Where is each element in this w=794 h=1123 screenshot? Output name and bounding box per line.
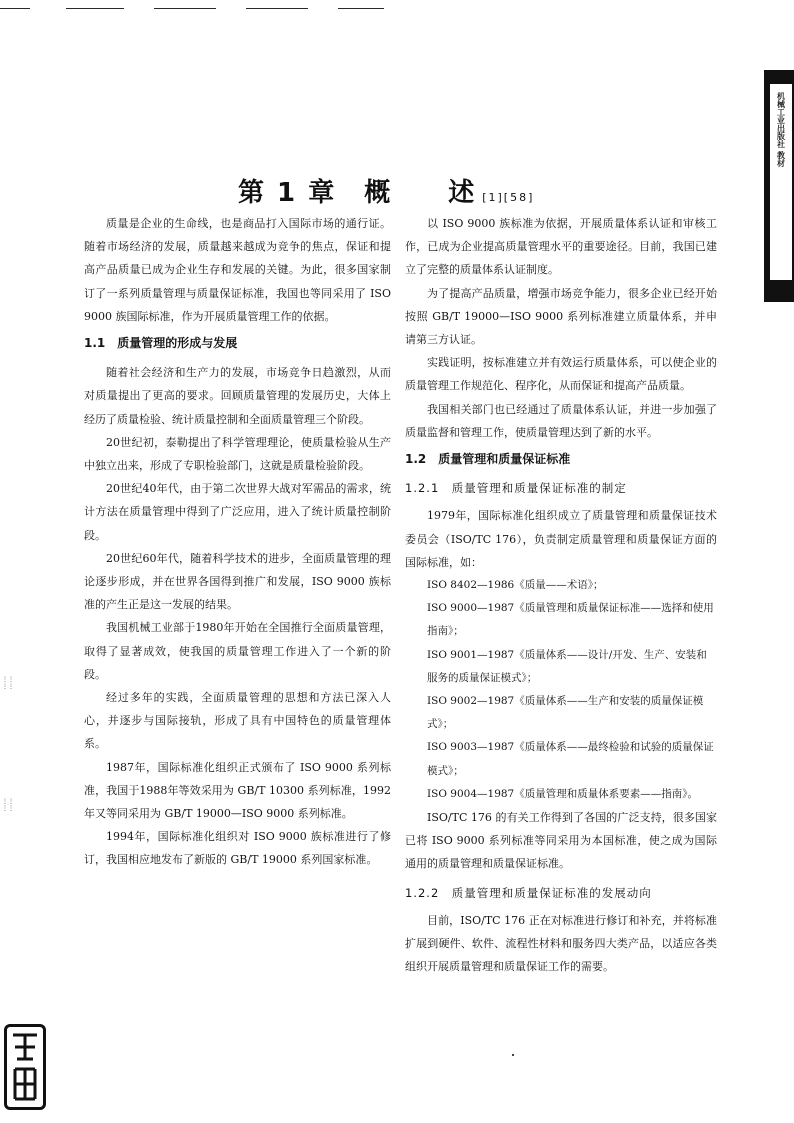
paragraph: 20世纪60年代，随着科学技术的进步，全面质量管理的理论逐步形成，并在世界各国得到推广和发展，ISO 9000 族标准的产生正是这一发展的结果。 xyxy=(84,551,391,612)
standard-item: ISO 8402—1986《质量——术语》； xyxy=(427,579,604,592)
header-rule-3 xyxy=(154,8,216,9)
standard-item: ISO 9003—1987《质量体系——最终检验和试验的质量保证模式》； xyxy=(427,741,714,777)
standard-item: ISO 9000—1987《质量管理和质量保证标准——选择和使用指南》； xyxy=(427,602,714,638)
paragraph: 以 ISO 9000 族标准为依据，开展质量体系认证和审核工作，已成为企业提高质量管理水平的重要途径。目前，我国已建立了完整的质量体系认证制度。 xyxy=(405,217,717,277)
standard-item: ISO 9002—1987《质量体系——生产和安装的质量保证模式》； xyxy=(427,695,704,731)
paragraph: 1979年，国际标准化组织成立了质量管理和质量保证技术委员会（ISO/TC 176），负责制定质量管理和质量保证方面的国际标准，如： xyxy=(405,509,717,569)
margin-marks-2: ⋮⋮ ⋮⋮ xyxy=(2,798,14,812)
paragraph: 1987年，国际标准化组织正式颁布了 ISO 9000 系列标准，我国于1988年等效采用为 GB/T 10300 系列标准，1992年又等同采用为 GB/T 19000—ISO 9000 系列标准。 xyxy=(84,760,391,821)
section-heading: 1.1 质量管理的形成与发展 xyxy=(84,336,238,351)
paragraph: 1994年，国际标准化组织对 ISO 9000 族标准进行了修订，我国相应地发布了新版的 GB/T 19000 系列国家标准。 xyxy=(84,830,391,867)
chapter-title xyxy=(238,172,534,209)
page-dot xyxy=(512,1054,514,1056)
paragraph: 目前，ISO/TC 176 正在对标准进行修订和补充，并将标准扩展到硬件、软件、流程性材料和服务四大类产品，以适应各类组织开展质量管理和质量保证工作的需要。 xyxy=(405,913,717,974)
paragraph: 我国机械工业部于1980年开始在全国推行全面质量管理，取得了显著成效，使我国的质量管理工作进入了一个新的阶段。 xyxy=(84,621,391,681)
paragraph: 20世纪40年代，由于第二次世界大战对军需品的需求，统计方法在质量管理中得到了广泛应用，进入了统计质量控制阶段。 xyxy=(84,482,391,542)
chapter-title-ref: [1][58] xyxy=(482,191,535,204)
section-heading: 1.2.2 质量管理和质量保证标准的发展动向 xyxy=(405,885,652,900)
margin-marks-1: ⋮⋮ ⋮⋮ xyxy=(2,676,14,690)
header-rule-5 xyxy=(338,8,384,9)
header-rule-1 xyxy=(0,8,30,9)
seal-glyph-icon xyxy=(9,1029,41,1105)
side-tab-label xyxy=(770,84,792,280)
paragraph: 为了提高产品质量，增强市场竞争能力，很多企业已经开始按照 GB/T 19000—ISO 9000 系列标准建立质量体系，并申请第三方认证。 xyxy=(405,286,717,347)
chapter-side-tab xyxy=(764,70,794,302)
paragraph: 经过多年的实践，全面质量管理的思想和方法已深入人心，并逐步与国际接轨，形成了具有中国特色的质量管理体系。 xyxy=(84,691,391,751)
paragraph: 质量是企业的生命线，也是商品打入国际市场的通行证。随着市场经济的发展，质量越来越成为竞争的焦点，保证和提高产品质量已成为企业生存和发展的关键。为此，很多国家制订了一系列质量管理与质量保证标准，我国也等同采用了 ISO 9000 族国际标准，作为开展质量管理工作的依据。 xyxy=(84,217,391,323)
header-rule-4 xyxy=(246,8,308,9)
side-tab-text: 机械工业出版社 教材 xyxy=(776,92,787,167)
paragraph: 我国相关部门也已经通过了质量体系认证，并进一步加强了质量监督和管理工作，使质量管理达到了新的水平。 xyxy=(405,402,717,439)
paragraph: 实践证明，按标准建立并有效运行质量体系，可以使企业的质量管理工作规范化、程序化，从而保证和提高产品质量。 xyxy=(405,356,717,393)
paragraph: 随着社会经济和生产力的发展，市场竞争日趋激烈，从而对质量提出了更高的要求。回顾质量管理的发展历史，大体上经历了质量检验、统计质量控制和全面质量管理三个阶段。 xyxy=(84,366,391,426)
paragraph: ISO/TC 176 的有关工作得到了各国的广泛支持，很多国家已将 ISO 9000 系列标准等同采用为本国标准，使之成为国际通用的质量管理和质量保证标准。 xyxy=(405,811,717,871)
paragraph: 20世纪初，泰勒提出了科学管理理论，使质量检验从生产中独立出来，形成了专职检验部门，这就是质量检验阶段。 xyxy=(84,435,391,473)
header-rule-2 xyxy=(66,8,124,9)
left-column xyxy=(84,212,391,872)
standard-item: ISO 9001—1987《质量体系——设计/开发、生产、安装和服务的质量保证模式》； xyxy=(427,648,707,684)
section-heading: 1.2 质量管理和质量保证标准 xyxy=(405,452,571,467)
section-heading: 1.2.1 质量管理和质量保证标准的制定 xyxy=(405,481,627,496)
publisher-seal xyxy=(4,1024,46,1110)
right-column xyxy=(405,212,717,979)
standard-item: ISO 9004—1987《质量管理和质量体系要素——指南》。 xyxy=(427,787,698,800)
chapter-title-text: 第 1 章 概 述 xyxy=(238,178,477,208)
